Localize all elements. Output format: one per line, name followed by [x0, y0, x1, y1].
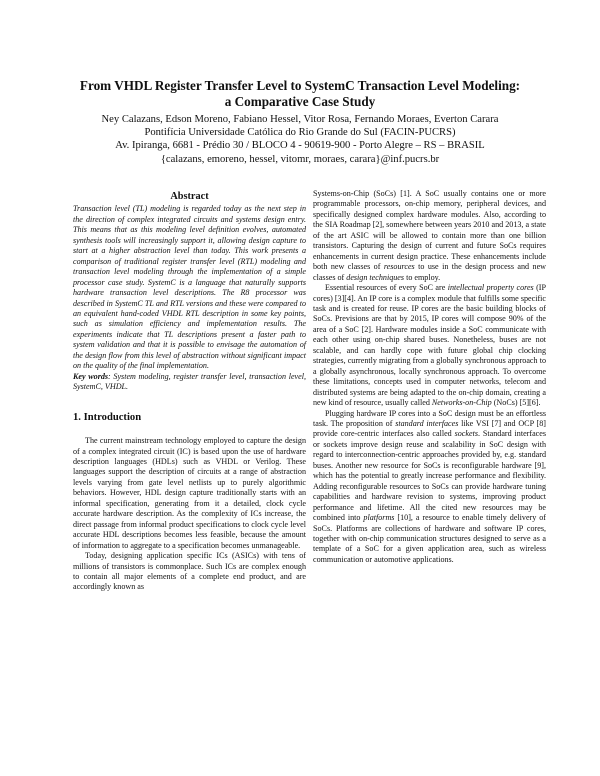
text-run: Systems-on-Chip (SoCs) [1]. A SoC usually contains one or more programmable processors, on-chip memory, peripheral devices, and specifically designed complex hardware modules. Also, according to the SIA Roadmap [2], somewhere between years 2010 and 2013, a state of the art ASIC will be allowed to contain more than one billion transistors. Capturing the design of current and future SoCs requires enhancements in current design practice. These enhancements include both new classes of — [313, 189, 546, 272]
abstract-heading: Abstract — [170, 191, 209, 202]
text-run-italic: standard interfaces — [395, 418, 459, 428]
paper-title — [60, 78, 540, 110]
text-run-italic: Networks-on-Chip — [431, 398, 492, 408]
keywords — [73, 372, 306, 393]
emails: {calazans, emoreno, hessel, vitomr, moraes, carara}@inf.pucrs.br — [160, 153, 440, 165]
abstract-body: Transaction level (TL) modeling is regarded today as the next step in the direction of complex integrated circuits and systems design entry. This means that as this modeling level definition evolves, automated synthesis tools will increasingly support it, allowing design capture to start at a higher abstraction level than today. This work presents a comparison of traditional register transfer level (RTL) modeling and transaction level modeling through the implementation of a simple processor case study. SystemC is a language that naturally supports hardware transaction level descriptions. The R8 processor was described in SystemC TL and RTL versions and these were compared to an equivalent hand-coded VHDL RTL description in some key points, such as simulation efficiency and implementation results. The experiments indicate that TL descriptions present a faster path to system validation and that it is possible to envisage the automation of the design flow from this level of abstraction without significant impact on the quality of the final implementation. — [73, 204, 306, 371]
text-run: Essential resources of every SoC are — [325, 283, 448, 293]
section-heading-introduction: 1. Introduction — [73, 411, 142, 423]
left-column — [73, 192, 306, 593]
text-run: to employ. — [404, 272, 441, 282]
text-run-italic: intellectual property cores — [447, 283, 534, 293]
text-run-italic: sockets — [454, 429, 478, 439]
author-names: Ney Calazans, Edson Moreno, Fabiano Hessel, Vitor Rosa, Fernando Moraes, Everton Carara — [101, 114, 499, 125]
text-run-italic: design techniques — [346, 272, 405, 282]
title-line-1: From VHDL Register Transfer Level to SystemC Transaction Level Modeling: — [79, 78, 521, 93]
intro-paragraph-1: The current mainstream technology employed to capture the design of a complex integrated circuit (IC) is based upon the use of hardware description languages (HDLs) such as VHDL or Verilog. These languages support the description of circuits at a range of abstraction levels varying from gate level netlists up to purely algorithmic behaviors. However, HDL design capture traditionally starts with an informal specification, generating from it a detailed, clock cycle accurate hardware description. As the complexity of ICs increase, the direct passage from informal product specifications to clock cycle level accurate HDL descriptions becomes less feasible, because the amount of information to aggregate to a specification becomes unmanageable. — [73, 436, 306, 550]
right-column — [313, 189, 546, 565]
text-run: [10], a resource to enable timely delivery of SoCs. Platforms are collections of hardware and software IP cores, together with on-chip communication structures designed to serve as a template of a SoC for a given application area, such as wireless communication or automotive applications. — [313, 513, 546, 564]
intro-paragraph-2: Today, designing application specific ICs (ASICs) with tens of millions of transistors is commonplace. Such ICs are complex enough to contain all major elements of a complete end product, and are accordingly known as — [73, 551, 306, 592]
text-run: (NoCs) [5][6]. — [491, 398, 541, 408]
title-line-2: a Comparative Case Study — [224, 94, 376, 109]
text-run-italic: resources — [383, 262, 415, 272]
keywords-label: Key words — [73, 371, 109, 381]
text-run-italic: platforms — [363, 513, 395, 523]
affiliation: Pontifícia Universidade Católica do Rio Grande do Sul (FACIN-PUCRS) — [144, 127, 456, 139]
text-run: like VSI [7] and OCP [8] provide core-centric interfaces also called — [313, 418, 546, 439]
author-block — [60, 113, 540, 166]
text-run: . Standard interfaces or sockets improve design reuse and scalability in SoC design with regard to interconnection-centric approaches provided by, e.g. standard buses. Another new resource for SoCs is reconfigurable hardware [9], which has the potential to greatly increase performance and flexibility. Adding reconfigurable resources to SoCs can provide hardware tuning capabilities and hardware revision to systems, improving product performance and lifetime. All the cited new resources may be combined into — [313, 429, 547, 523]
keywords-text: : System modeling, register transfer level, transaction level, SystemC, VHDL. — [73, 371, 306, 392]
text-run: to use in the design process and new classes of — [313, 262, 547, 282]
intro-paragraph-5 — [313, 409, 546, 566]
intro-paragraph-4 — [313, 283, 546, 408]
intro-paragraph-3 — [313, 189, 546, 283]
address: Av. Ipiranga, 6681 - Prédio 30 / BLOCO 4 - 90619-900 - Porto Alegre – RS – BRASIL — [115, 140, 485, 152]
text-run: Plugging hardware IP cores into a SoC design must be an effortless task. The proposition of — [313, 408, 546, 428]
text-run: (IP cores) [3][4]. An IP core is a complex module that fulfills some specific task and is created for reuse. IP cores are the basic building blocks of SoCs. Previsions are that by 2015, IP cores will compose 90% of the area of a SoC [2]. Hardware modules inside a SoC communicate with each other using on-chip shared buses. Nonetheless, buses are not scalable, and can hardly cope with future global chip clocking strategies, currently migrating from a globally synchronous approach to a globally asynchronous, locally synchronous approach. To overcome these limitations, concepts used in computer networks, telecom and distributed systems are being adapted to the on-chip domain, creating a new kind of resource, usually called — [313, 283, 547, 408]
